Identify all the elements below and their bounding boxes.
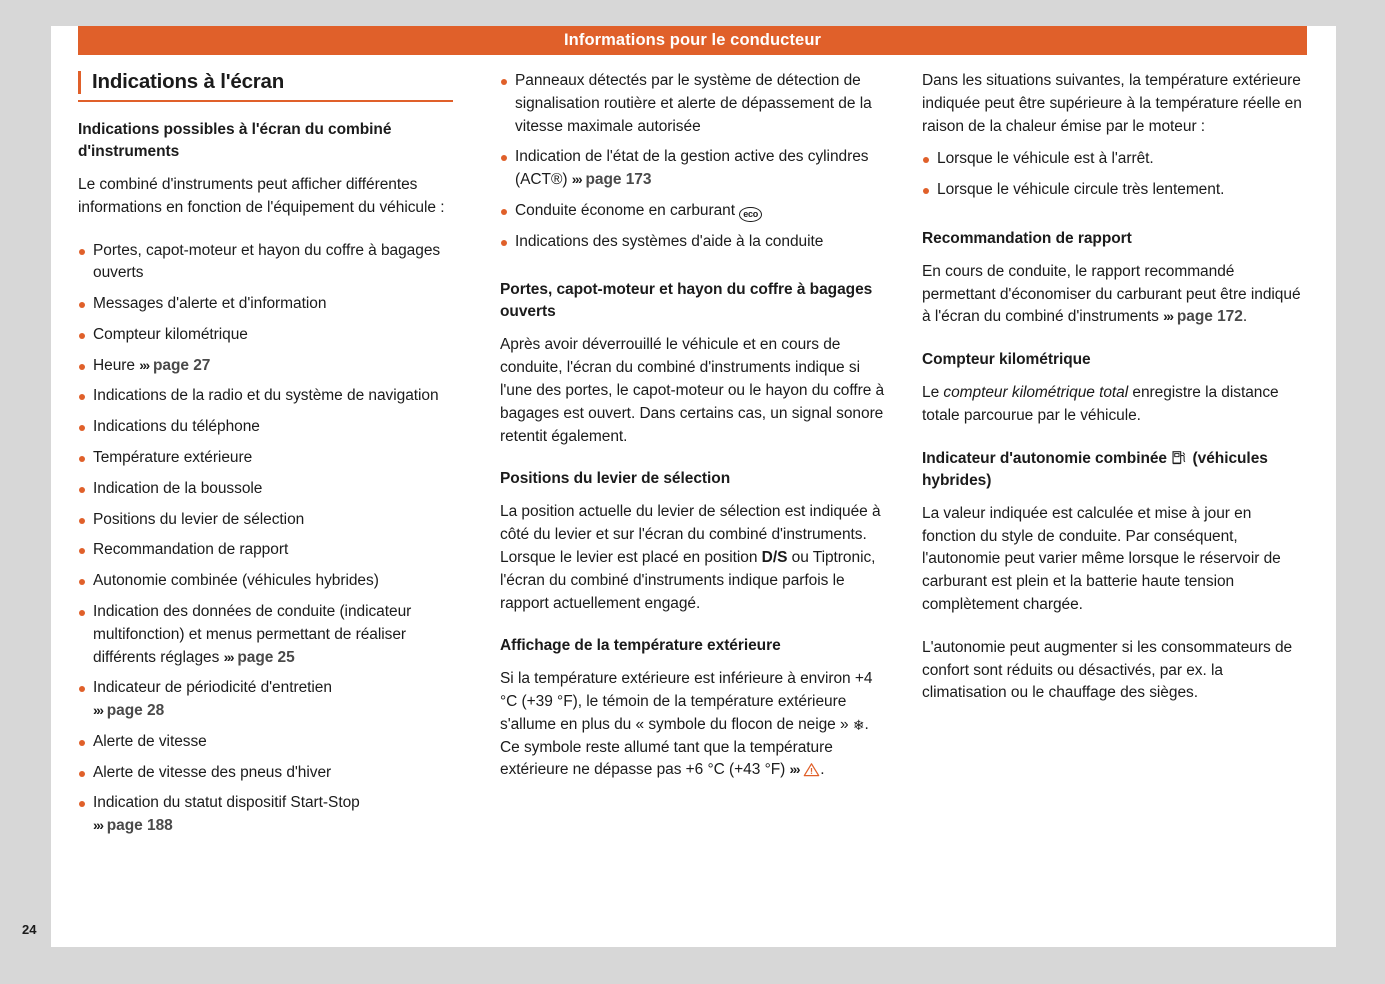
list-item: [78, 240, 463, 286]
cross-reference-link[interactable]: [1163, 308, 1243, 325]
list-item-text: Indication de la boussole: [93, 479, 263, 497]
list-item: [78, 731, 463, 754]
paragraph-text-segment: ou Tiptronic, l'écran du combiné d'instruments indique parfois le rapport actuellement engagé.: [500, 548, 876, 612]
heading-recommandation-rapport: Recommandation de rapport: [922, 229, 1132, 247]
emphasis-term: compteur kilométrique total: [943, 384, 1129, 402]
paragraph-positions-levier: [500, 501, 885, 615]
list-item: [922, 179, 1307, 202]
paragraph-text-segment: Si la température extérieure est inférieure à environ +4 °C (+39 °F), le témoin de la température extérieure s'allume en plus du « symbole du flocon de neige »: [500, 670, 873, 733]
list-item-text: Positions du levier de sélection: [93, 510, 305, 528]
list-item-text: Indicateur de périodicité d'entretien: [93, 679, 332, 697]
list-item: [500, 200, 885, 223]
list-item-text: Indication de l'état de la gestion active des cylindres (ACT®): [515, 148, 869, 189]
cross-reference-link[interactable]: [93, 702, 164, 719]
gear-position-label: D/S: [761, 548, 788, 566]
chevron-right-icon: ›››: [139, 356, 149, 373]
heading-portes-capot: Portes, capot-moteur et hayon du coffre à bagages ouverts: [500, 281, 873, 321]
paragraph-valeur-indiquee: La valeur indiquée est calculée et mise à jour en fonction du style de conduite. Par conséquent, l'autonomie peut varier même lorsque le réservoir de carburant est plein et la batterie haute tension complètement chargée.: [922, 504, 1281, 613]
heading-affichage-temperature: Affichage de la température extérieure: [500, 637, 781, 655]
period: .: [820, 761, 825, 779]
list-item: [78, 677, 463, 723]
list-item-text: Indications du téléphone: [93, 418, 260, 436]
fuel-pump-icon: [1171, 449, 1188, 466]
list-item: [78, 601, 463, 669]
list-item: [78, 293, 463, 316]
cross-reference-link[interactable]: [572, 171, 652, 188]
list-indications-continued: [500, 70, 885, 253]
list-item-text: Recommandation de rapport: [93, 541, 289, 559]
list-item-text: Lorsque le véhicule est à l'arrêt.: [937, 150, 1154, 168]
list-item: [78, 792, 463, 838]
folio-page-number: 24: [22, 922, 37, 937]
heading-text-segment: (véhicules hybrides): [922, 449, 1268, 489]
cross-reference-label: page 27: [153, 356, 211, 374]
paragraph-compteur-kilometrique: [922, 382, 1307, 428]
list-item-text: Autonomie combinée (véhicules hybrides): [93, 572, 379, 590]
paragraph-text-segment: . Ce symbole reste allumé tant que la température extérieure ne dépasse pas +6 °C (+43 °F): [500, 715, 869, 779]
chevron-right-icon: ›››: [571, 171, 582, 188]
list-item: [78, 416, 463, 439]
list-item-text: Panneaux détectés par le système de détection de signalisation routière et alerte de dépassement de la vitesse maximale autorisée: [515, 72, 872, 135]
heading-indicateur-autonomie: [922, 448, 1307, 492]
list-item: [500, 231, 885, 254]
heading-indications-possibles: Indications possibles à l'écran du combiné d'instruments: [78, 121, 392, 160]
cross-reference-label: page 188: [106, 817, 173, 835]
paragraph-situations-suivantes: Dans les situations suivantes, la température extérieure indiquée peut être supérieure à la température réelle en raison de la chaleur émise par le moteur :: [922, 72, 1302, 135]
list-item: [78, 478, 463, 501]
paragraph-text-segment: En cours de conduite, le rapport recommandé permettant d'économiser du carburant peut être indiqué à l'écran du combiné d'instruments: [922, 262, 1301, 326]
column-middle: [500, 70, 885, 932]
paragraph-autonomie-augmenter: L'autonomie peut augmenter si les consommateurs de confort sont réduits ou désactivés, par ex. la climatisation ou le chauffage des sièges.: [922, 638, 1293, 702]
content-columns: [78, 70, 1308, 932]
cross-reference-link[interactable]: [93, 817, 173, 834]
list-item: [78, 762, 463, 785]
running-header: [78, 26, 1307, 55]
paragraph-text-segment: Le: [922, 384, 944, 402]
heading-compteur-kilometrique: Compteur kilométrique: [922, 351, 1091, 369]
warning-triangle-icon: [803, 762, 820, 777]
column-left: [78, 70, 463, 932]
list-item-text: Indications de la radio et du système de navigation: [93, 387, 439, 405]
cross-reference-label: page 25: [237, 648, 295, 666]
list-item-text: Compteur kilométrique: [93, 325, 248, 343]
paragraph-affichage-temperature: [500, 668, 885, 782]
section-title-block: [78, 70, 463, 103]
paragraph-intro: Le combiné d'instruments peut afficher différentes informations en fonction de l'équipement du véhicule :: [78, 176, 445, 216]
column-right: [922, 70, 1307, 932]
list-item-text: Heure: [93, 356, 135, 374]
list-item: [78, 324, 463, 347]
snowflake-icon: ❄: [852, 716, 865, 733]
list-item-text: Indications des systèmes d'aide à la conduite: [515, 232, 824, 250]
list-item: [922, 148, 1307, 171]
chevron-right-icon: ›››: [93, 817, 103, 834]
list-item-text: Indication des données de conduite (indicateur multifonction) et menus permettant de réaliser différents réglages: [93, 602, 412, 666]
list-item: [78, 355, 463, 378]
section-title: Indications à l'écran: [92, 70, 285, 93]
list-item: [78, 539, 463, 562]
list-item-text: Alerte de vitesse: [93, 732, 207, 750]
list-item: [78, 509, 463, 532]
list-item-text: Indication du statut dispositif Start-Stop: [93, 794, 360, 812]
list-item-text: Portes, capot-moteur et hayon du coffre à bagages ouverts: [93, 241, 441, 282]
list-item: [78, 447, 463, 470]
cross-reference-link[interactable]: [139, 357, 210, 374]
cross-reference-label: page 172: [1176, 308, 1243, 326]
chevron-right-icon: ›››: [93, 702, 103, 719]
chevron-right-icon: ›››: [1163, 308, 1173, 325]
list-indications: [78, 240, 463, 838]
list-item-text: Température extérieure: [93, 449, 253, 467]
paragraph-recommandation-rapport: [922, 261, 1307, 329]
list-item: [500, 70, 885, 138]
eco-icon: eco: [739, 207, 762, 223]
cross-reference-label: page 28: [106, 702, 165, 720]
paragraph-portes-capot: Après avoir déverrouillé le véhicule et en cours de conduite, l'écran du combiné d'instruments indique si l'une des portes, le capot-moteur ou le hayon du coffre à bagages est ouvert. Dans certains cas, un signal sonore retentit également.: [500, 336, 885, 445]
paragraph-text-segment: enregistre la distance totale parcourue par le véhicule.: [922, 384, 1279, 425]
paragraph-text-segment: .: [1242, 308, 1248, 326]
list-situations: [922, 148, 1307, 202]
heading-positions-levier: Positions du levier de sélection: [500, 470, 731, 488]
cross-reference-label: page 173: [585, 171, 652, 189]
chevron-right-icon: ›››: [789, 761, 800, 778]
list-item: [78, 570, 463, 593]
list-item-text: Conduite économe en carburant: [515, 201, 736, 219]
list-item-text: Lorsque le véhicule circule très lentement.: [937, 181, 1225, 199]
list-item-text: Messages d'alerte et d'information: [93, 295, 327, 313]
heading-text-segment: Indicateur d'autonomie combinée: [922, 449, 1172, 467]
list-item: [78, 385, 463, 408]
running-header-title: Informations pour le conducteur: [563, 31, 822, 49]
paragraph-text-segment: La position actuelle du levier de sélection est indiquée à côté du levier et sur l'écran du combiné d'instruments. Lorsque le levier est placé en position: [500, 503, 881, 566]
chevron-right-icon: ›››: [223, 648, 234, 665]
cross-reference-link[interactable]: [224, 649, 295, 666]
list-item: [500, 146, 885, 192]
list-item-text: Alerte de vitesse des pneus d'hiver: [93, 763, 332, 781]
